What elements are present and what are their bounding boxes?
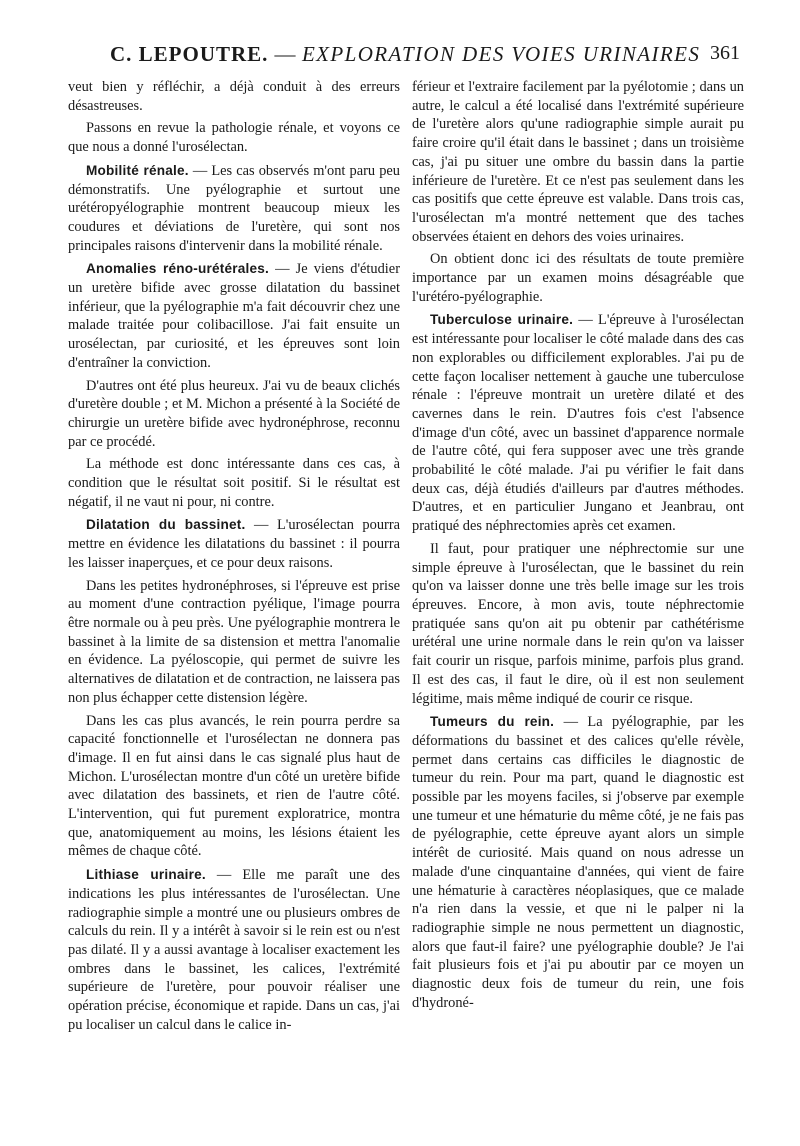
header-subject: EXPLORATION DES VOIES URINAIRES (301, 42, 701, 66)
section-mobilite (68, 162, 400, 256)
paragraph: Dans les cas plus avancés, le rein pourra perdre sa capacité fonctionnelle et l'urosélectan ne donnera pas d'image. Il en fut ainsi dans le cas signalé plus haut de Michon. L'urosélectan montre d'un côté un uretère bifide avec dilatation des bassinets, et rien de l'autre côté. L'intervention, qui fut purement exploratrice, montra que, anatomiquement au moins, les lésions étaient les mêmes de chaque côté. (68, 712, 400, 860)
paragraph: Passons en revue la pathologie rénale, et voyons ce que nous a donné l'urosélectan. (68, 120, 400, 156)
section-heading: Tuberculose urinaire. (430, 312, 574, 328)
header-author: C. LEPOUTRE. (110, 42, 269, 66)
left-column (68, 78, 400, 1118)
paragraph: Il faut, pour pratiquer une néphrectomie sur une simple épreuve à l'urosélectan, que le bassinet du rein qu'on va laisser donne une très belle image sur les trois épreuves. Encore, à mon avis, toute néphrectomie pratiquée sans qu'on ait pu obtenir par cathétérisme urétéral une urine normale dans le rein qu'on va laisser fait courir un risque, parfois minime, parfois plus grand. Il est des cas, il faut le dire, où il est non seulement légitime, mais même indiqué de courir ce risque. (412, 540, 744, 707)
header-title (110, 42, 700, 67)
paragraph: férieur et l'extraire facilement par la pyélotomie ; dans un autre, le calcul a été localisé dans l'extrémité supérieure de l'uretère alors qu'une radiographie simple aurait pu faire croire qu'il était dans le bassinet ; dans un troisième cas, j'ai pu situer une ombre du bassin dans la partie inférieure de l'uretère. Et ce n'est pas seulement dans les cas positifs que cette épreuve est valable. Dans trois cas, l'urosélectan m'a montré nettement que des taches observées étaient en dehors des voies urinaires. (412, 79, 744, 245)
section-lithiase (68, 866, 400, 1034)
section-dilatation (68, 516, 400, 572)
section-heading: Anomalies réno-urétérales. (86, 261, 269, 277)
section-heading: Dilatation du bassinet. (86, 517, 246, 533)
page-number: 361 (710, 42, 740, 64)
section-tuberculose (412, 311, 744, 535)
section-text: — Je viens d'étudier un uretère bifide avec grosse dilatation du bassinet inférieur, que la pyélographie m'a fait découvrir chez une malade traitée pour colibacillose. J'ai fait ensuite un urosélectan, par curiosité, et les épreuves sont loin d'entraîner la conviction. (68, 261, 400, 371)
paragraph: D'autres ont été plus heureux. J'ai vu de beaux clichés d'uretère double ; et M. Michon a présenté à la Société de chirurgie un uretère bifide avec hydronéphrose, reconnu par ce procédé. (68, 377, 400, 450)
section-text: — Les cas observés m'ont paru peu démonstratifs. Une pyélographie et surtout une urétéropyélographie montrent beaucoup mieux les coudures et déviations de l'uretère, qui sont nos principales raisons d'intervenir dans la mobilité rénale. (68, 162, 400, 254)
running-header (110, 42, 740, 76)
section-text: — La pyélographie, par les déformations du bassinet et des calices qu'elle révèle, permet dans certains cas difficiles le diagnostic de tumeur du rein. Pour ma part, quand le diagnostic est possible par les moyens faciles, si j'observe par exemple une tumeur et une hématurie du même côté, je ne fais pas de pyélographie, cette épreuve ayant alors un simple intérêt de curiosité. Mais quand on nous adresse un malade d'une cinquantaine d'années, qui vient de faire une hématurie à caractères néoplasiques, que ce malade n'a rien dans la vessie, et que ni le palper ni la radiographie simple ne nous permettent un diagnostic, alors que faut-il faire? une pyélographie double? Je l'ai fait plusieurs fois et j'ai pu aboutir par ce moyen un diagnostic deux fois de tumeur du rein, une fois d'hydroné- (412, 714, 744, 1011)
paragraph: Dans les petites hydronéphroses, si l'épreuve est prise au moment d'une contraction pyélique, l'image pourra être normale ou à peu près. Une pyélographie montrera le bassinet à la limite de sa distension et mettra l'anomalie en évidence. La pyéloscopie, qui permet de suivre les alternatives de dilatation et de contraction, ne laissera pas non plus échapper cette distension légère. (68, 577, 400, 706)
section-heading: Tumeurs du rein. (430, 714, 555, 730)
section-heading: Mobilité rénale. (86, 162, 189, 178)
section-text: — L'épreuve à l'urosélectan est intéressante pour localiser le côté malade dans des cas non explorables ou difficilement explorables. J'ai pu de cette façon localiser nettement à gauche une tuberculose rénale : l'épreuve montrait un uretère dilaté et des cavernes dans le rein. D'autres fois c'est l'absence d'image d'un côté, avec un bassinet d'apparence normale de l'autre côté, qui fera supposer avec une très grande probabilité le côté malade. J'ai pu vérifier le fait dans deux cas, déjà étudiés d'ailleurs par d'autres méthodes. D'autres, et en particulier Jungano et Jeanbrau, ont pratiqué des néphrectomies après cet examen. (412, 312, 744, 535)
section-text: — Elle me paraît une des indications les plus intéressantes de l'urosélectan. Une radiographie simple a montré une ou plusieurs ombres de calculs du rein. Il y a intérêt à savoir si le rein est ou n'est pas dilaté. Il y a aussi avantage à localiser exactement les ombres dans le bassinet, les calices, l'extrémité supérieure de l'uretère, pour pouvoir réaliser une opération précise, économique et rapide. Dans un cas, j'ai pu localiser un calcul dans le calice in- (68, 867, 400, 1033)
header-separator: — (274, 42, 296, 66)
paragraph: La méthode est donc intéressante dans ces cas, à condition que le résultat soit positif. Si le résultat est négatif, il ne vaut ni pour, ni contre. (68, 456, 400, 510)
section-heading: Lithiase urinaire. (86, 867, 206, 883)
right-column (412, 78, 744, 1118)
paragraph: veut bien y réfléchir, a déjà conduit à des erreurs désastreuses. (68, 79, 400, 114)
paragraph: On obtient donc ici des résultats de toute première importance par un examen moins désagréable que l'urétéro-pyélographie. (412, 251, 744, 305)
section-tumeurs (412, 713, 744, 1012)
section-anomalies (68, 260, 400, 372)
section-text: — L'urosélectan pourra mettre en évidence les dilatations du bassinet : il pourra les laisser inaperçues, et ce pour deux raisons. (68, 517, 400, 571)
